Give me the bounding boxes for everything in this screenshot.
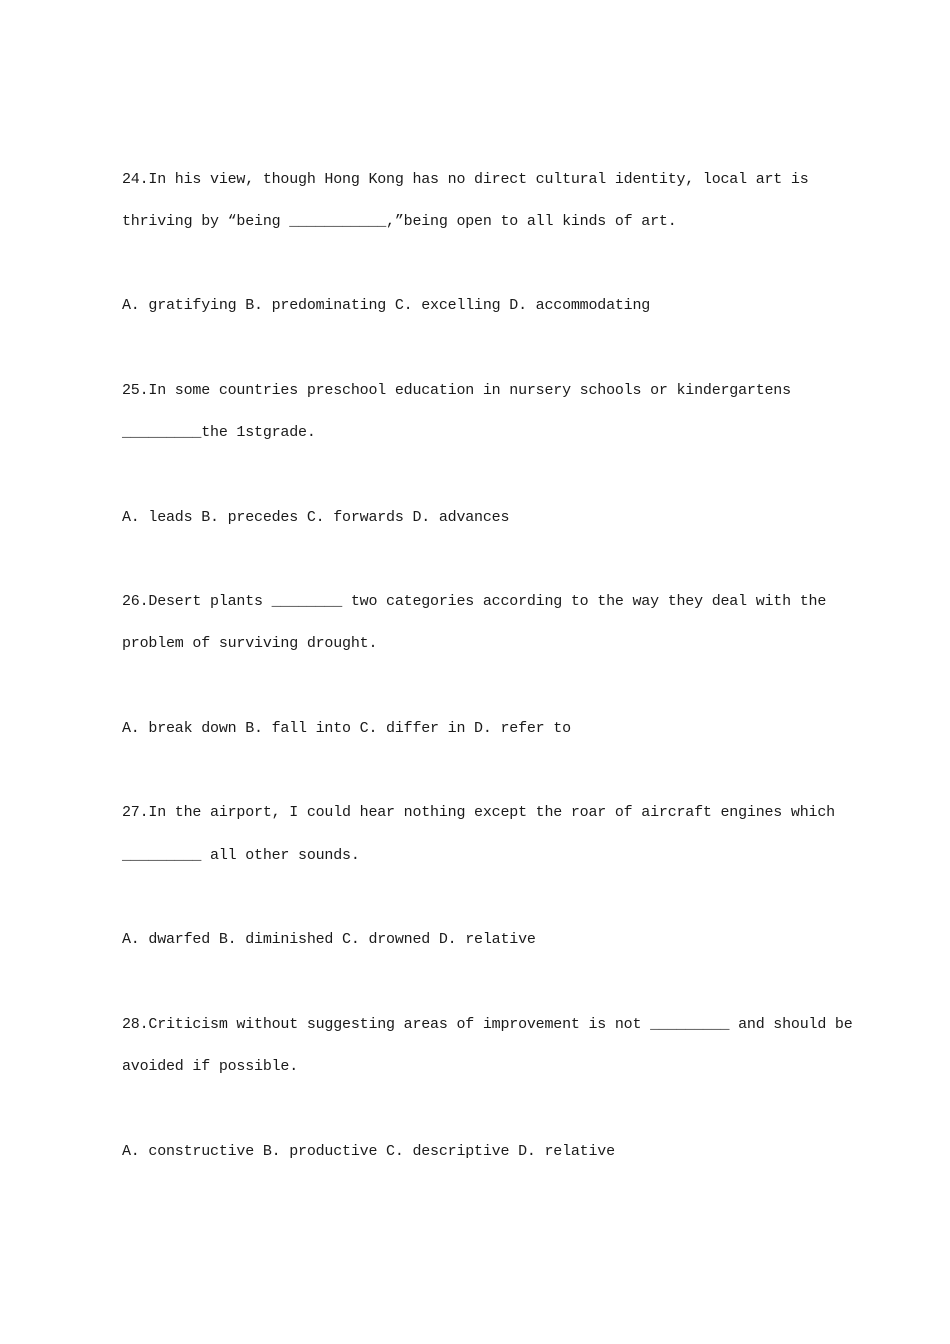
question-24-options: A. gratifying B. predominating C. excelling D. accommodating [122, 297, 651, 314]
question-24-line-2: thriving by “being ___________,”being open to all kinds of art. [122, 213, 677, 230]
question-25-options: A. leads B. precedes C. forwards D. advances [122, 509, 510, 526]
question-stem: In his view, though Hong Kong has no direct cultural identity, local art is [148, 171, 809, 188]
question-number: 26. [122, 593, 149, 610]
question-28-line-1 [122, 1015, 853, 1035]
question-number: 28. [122, 1016, 149, 1033]
question-28-options: A. constructive B. productive C. descriptive D. relative [122, 1143, 615, 1160]
question-26-options: A. break down B. fall into C. differ in D. refer to [122, 720, 571, 737]
question-stem: Desert plants ________ two categories according to the way they deal with the [148, 593, 827, 610]
question-stem: In some countries preschool education in nursery schools or kindergartens [148, 382, 791, 399]
question-26-line-2: problem of surviving drought. [122, 635, 378, 652]
question-number: 25. [122, 382, 149, 399]
question-27-line-2: _________ all other sounds. [122, 847, 360, 864]
question-26-line-1 [122, 592, 826, 612]
question-24-line-1 [122, 170, 809, 190]
question-number: 27. [122, 804, 149, 821]
question-25-line-1 [122, 381, 791, 401]
question-stem: In the airport, I could hear nothing except the roar of aircraft engines which [148, 804, 835, 821]
question-number: 24. [122, 171, 149, 188]
question-28-line-2: avoided if possible. [122, 1058, 299, 1075]
question-27-line-1 [122, 803, 835, 823]
question-stem: Criticism without suggesting areas of improvement is not _________ and should be [148, 1016, 853, 1033]
question-25-line-2: _________the 1stgrade. [122, 424, 316, 441]
question-27-options: A. dwarfed B. diminished C. drowned D. relative [122, 931, 536, 948]
